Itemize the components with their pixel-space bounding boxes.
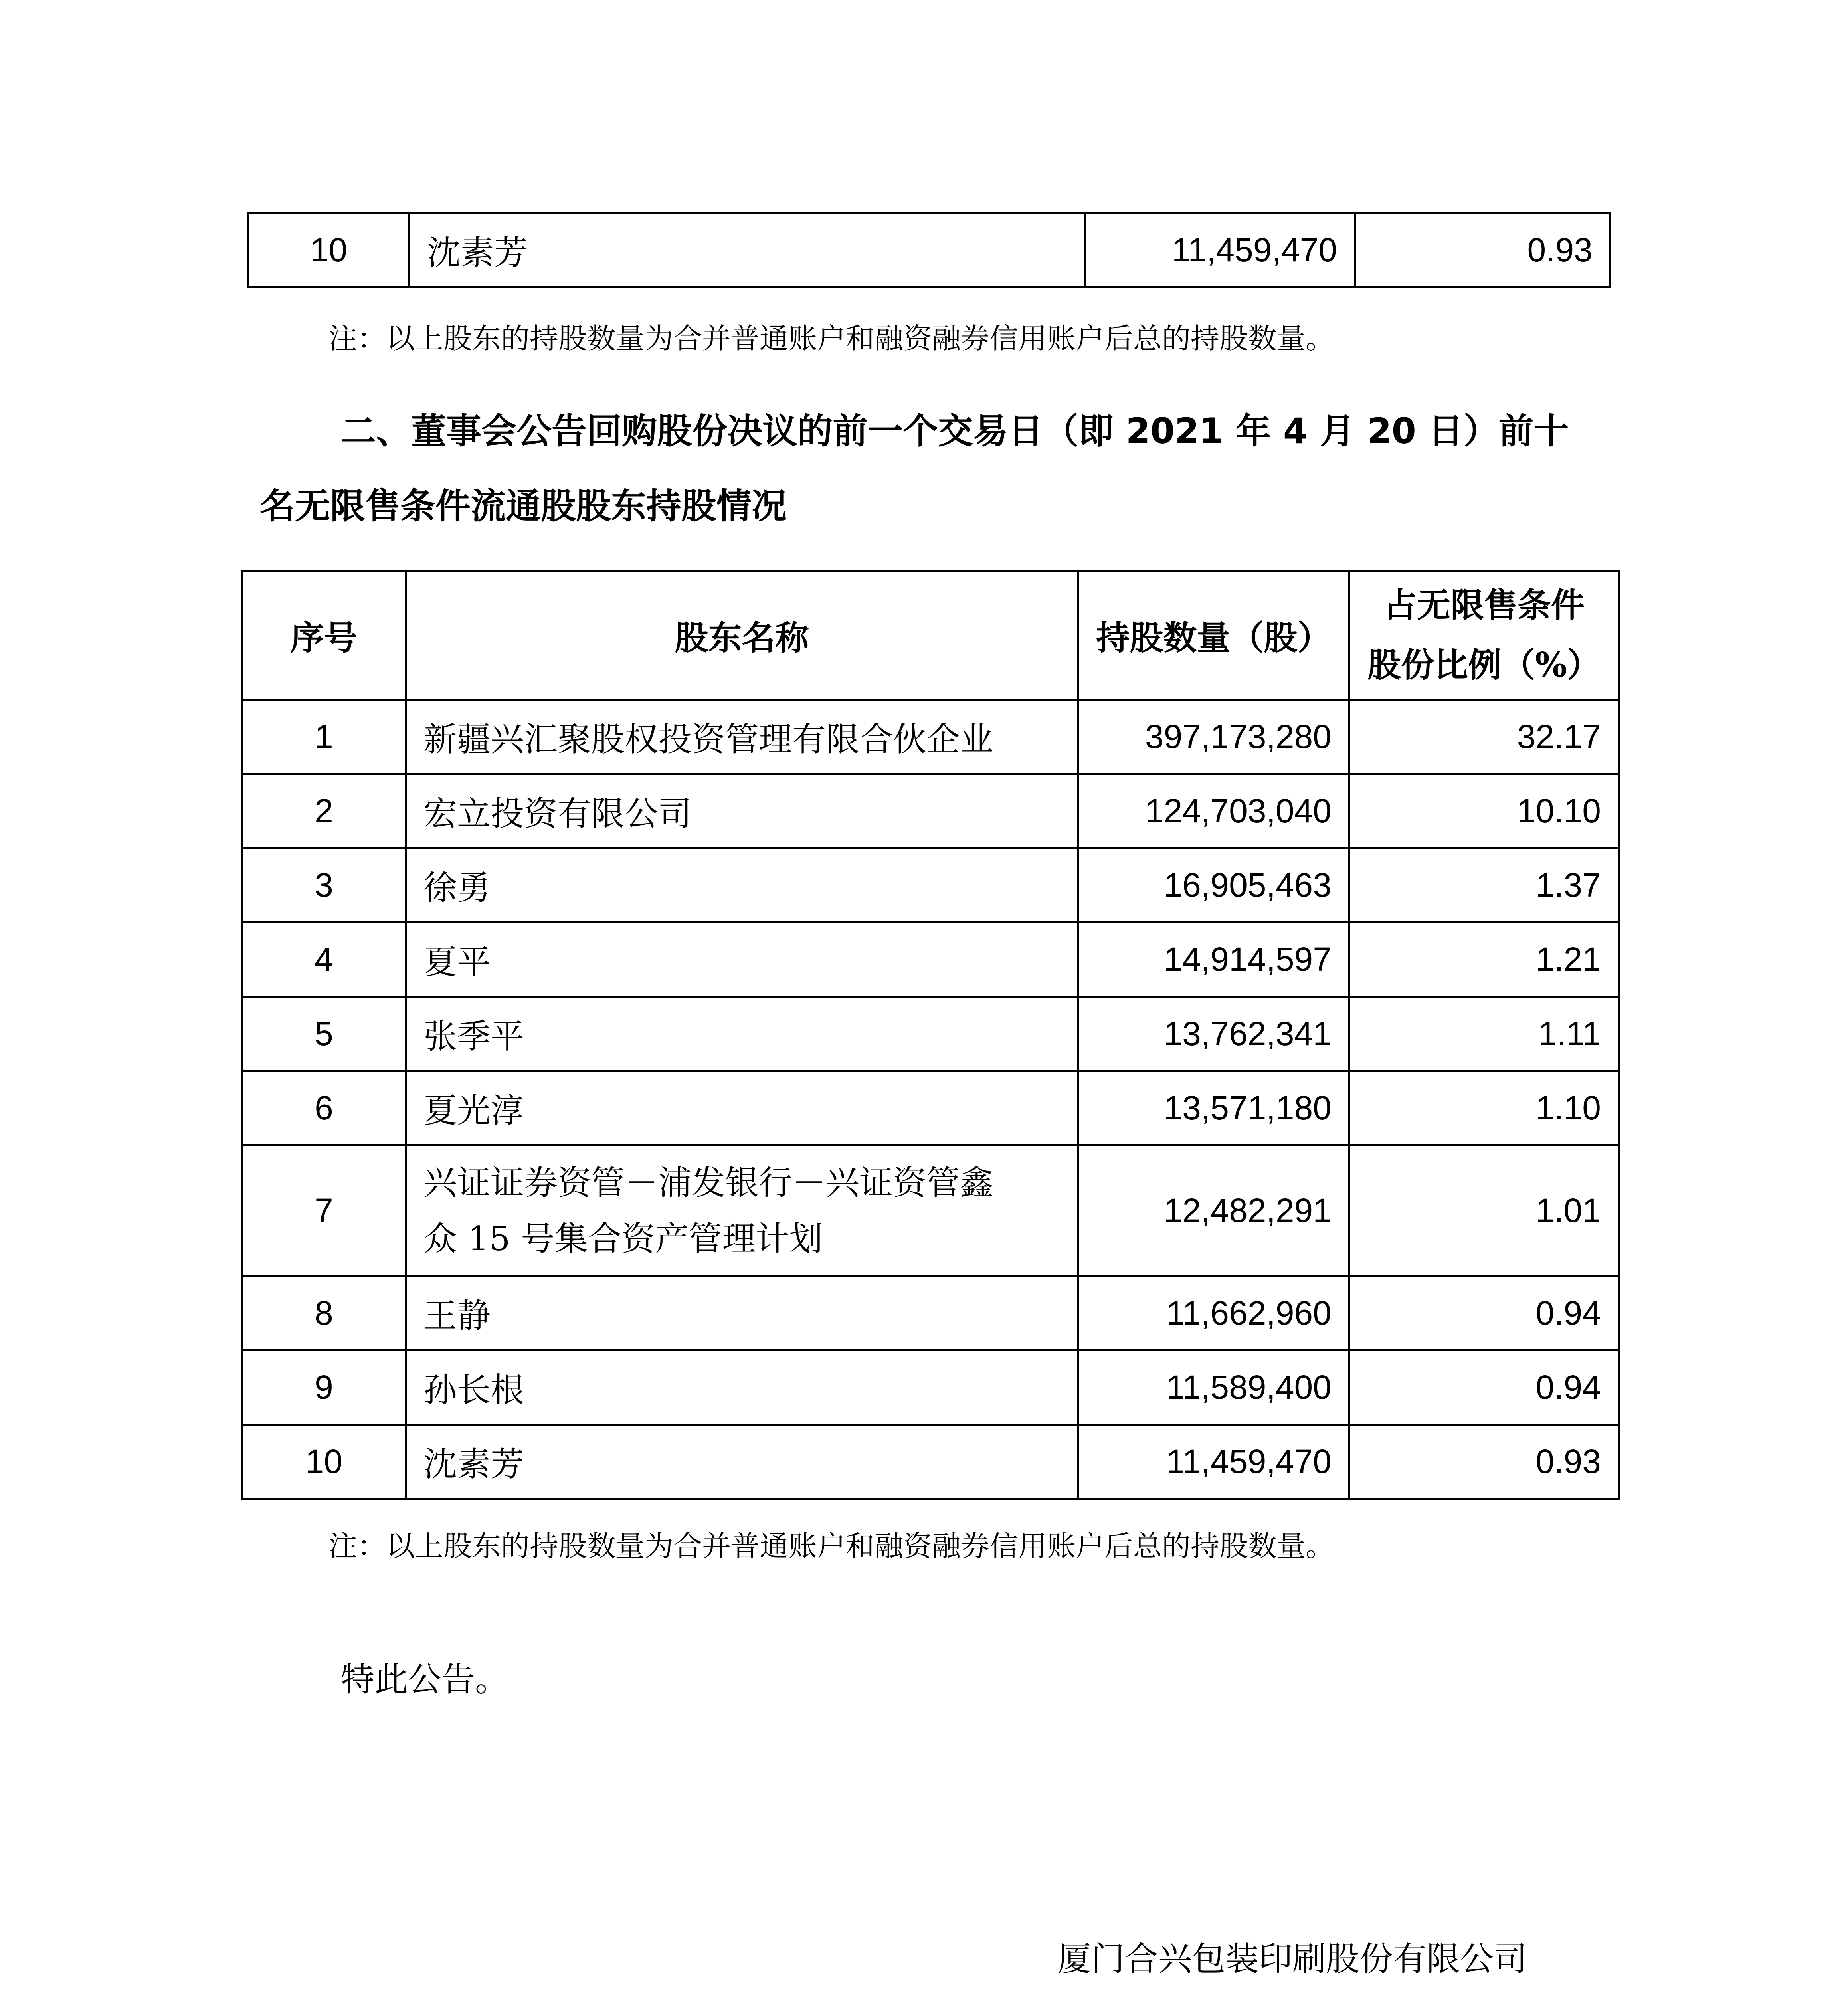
- row-number: 1: [242, 700, 406, 774]
- header-number: 序号: [242, 571, 406, 700]
- share-count: 11,589,400: [1078, 1350, 1349, 1425]
- table-row: [242, 774, 1619, 848]
- row-number: 6: [242, 1071, 406, 1145]
- shareholder-name: 新疆兴汇聚股权投资管理有限合伙企业: [406, 700, 1078, 774]
- shareholder-name-line1: 兴证证券资管－浦发银行－兴证资管鑫: [423, 1163, 994, 1202]
- row-number: 10: [248, 213, 410, 287]
- table-row: [242, 923, 1619, 997]
- shareholder-name: 夏光淳: [406, 1071, 1078, 1145]
- closing-text: 特此公告。: [341, 1660, 509, 1699]
- signature-company: 厦门合兴包装印刷股份有限公司: [1058, 1939, 1527, 1978]
- share-count: 124,703,040: [1078, 774, 1349, 848]
- table-row: [242, 700, 1619, 774]
- share-count: 11,459,470: [1086, 213, 1355, 287]
- row-number: 3: [242, 848, 406, 923]
- share-percent: 1.10: [1349, 1071, 1619, 1145]
- header-percent-line1: 占无限售条件: [1383, 585, 1585, 625]
- share-count: 397,173,280: [1078, 700, 1349, 774]
- header-shares: 持股数量（股）: [1078, 571, 1349, 700]
- header-name: 股东名称: [406, 571, 1078, 700]
- table-row: [242, 1350, 1619, 1425]
- share-percent: 10.10: [1349, 774, 1619, 848]
- section-heading-line1: 二、董事会公告回购股份决议的前一个交易日（即 2021 年 4 月 20 日）前十: [341, 410, 1569, 451]
- share-percent: 1.37: [1349, 848, 1619, 923]
- share-count: 12,482,291: [1078, 1145, 1349, 1276]
- share-percent: 0.93: [1355, 213, 1611, 287]
- section-heading-line2: 名无限售条件流通股股东持股情况: [260, 485, 787, 527]
- header-percent-line2: 股份比例（%）: [1367, 645, 1601, 685]
- row-number: 5: [242, 997, 406, 1071]
- shareholder-name: 沈素芳: [410, 213, 1086, 287]
- share-percent: 32.17: [1349, 700, 1619, 774]
- table-header-row: [242, 571, 1619, 700]
- share-percent: 1.21: [1349, 923, 1619, 997]
- share-percent: 1.11: [1349, 997, 1619, 1071]
- header-percent: [1349, 571, 1619, 700]
- shareholder-name: 王静: [406, 1276, 1078, 1350]
- table-note: 注：以上股东的持股数量为合并普通账户和融资融券信用账户后总的持股数量。: [328, 1529, 1335, 1563]
- table-row: [248, 213, 1611, 287]
- row-number: 7: [242, 1145, 406, 1276]
- shareholder-name: 宏立投资有限公司: [406, 774, 1078, 848]
- table-note: 注：以上股东的持股数量为合并普通账户和融资融券信用账户后总的持股数量。: [328, 322, 1335, 355]
- shareholder-name: 张季平: [406, 997, 1078, 1071]
- share-percent: 0.93: [1349, 1425, 1619, 1499]
- share-count: 13,762,341: [1078, 997, 1349, 1071]
- row-number: 8: [242, 1276, 406, 1350]
- share-count: 11,459,470: [1078, 1425, 1349, 1499]
- table-row: [242, 1276, 1619, 1350]
- shareholder-name: 沈素芳: [406, 1425, 1078, 1499]
- table-row: [242, 1071, 1619, 1145]
- table-row: [242, 1145, 1619, 1276]
- previous-shareholder-table: [247, 212, 1611, 288]
- row-number: 10: [242, 1425, 406, 1499]
- shareholder-name: 夏平: [406, 923, 1078, 997]
- shareholder-name: 徐勇: [406, 848, 1078, 923]
- table-row: [242, 1425, 1619, 1499]
- row-number: 9: [242, 1350, 406, 1425]
- share-count: 16,905,463: [1078, 848, 1349, 923]
- share-count: 13,571,180: [1078, 1071, 1349, 1145]
- shareholder-name: 孙长根: [406, 1350, 1078, 1425]
- table-row: [242, 848, 1619, 923]
- top-ten-shareholders-table: [241, 570, 1620, 1500]
- share-count: 14,914,597: [1078, 923, 1349, 997]
- share-percent: 1.01: [1349, 1145, 1619, 1276]
- row-number: 4: [242, 923, 406, 997]
- table-row: [242, 997, 1619, 1071]
- shareholder-name: [406, 1145, 1078, 1276]
- share-percent: 0.94: [1349, 1350, 1619, 1425]
- shareholder-name-line2: 众 15 号集合资产管理计划: [423, 1219, 823, 1258]
- row-number: 2: [242, 774, 406, 848]
- share-count: 11,662,960: [1078, 1276, 1349, 1350]
- share-percent: 0.94: [1349, 1276, 1619, 1350]
